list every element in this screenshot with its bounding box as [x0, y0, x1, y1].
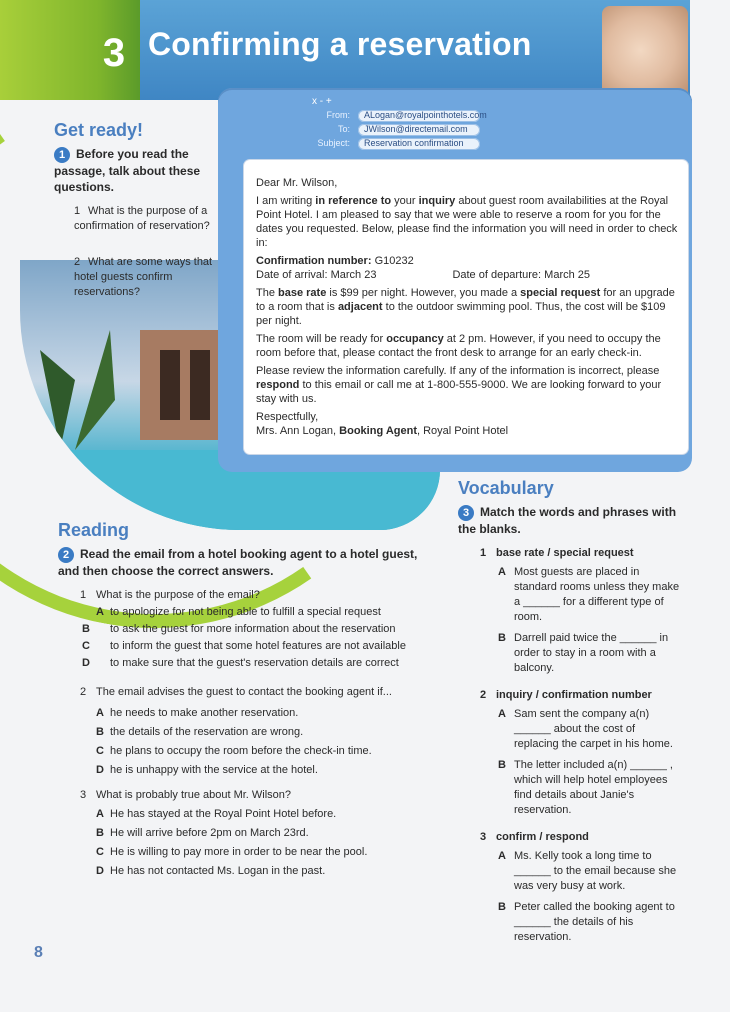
item-text: Darrell paid twice the ______ in order to stay in a room with a balcony.: [514, 632, 669, 674]
instruction-text: Before you read the passage, talk about these questions.: [54, 147, 201, 194]
option-letter: A: [96, 606, 104, 618]
to-field[interactable]: JWilson@directemail.com: [358, 124, 480, 136]
vocab-3a[interactable]: [496, 849, 680, 894]
option-text: he plans to occupy the room before the check-in time.: [110, 745, 372, 757]
option-letter: A: [96, 707, 104, 719]
question-1-options: [80, 605, 420, 671]
question-text: What are some ways that hotel guests confirm reservations?: [74, 256, 213, 298]
vocab-2a[interactable]: [496, 707, 680, 752]
option-1d[interactable]: [82, 656, 420, 671]
get-ready-instruction: [54, 146, 206, 195]
question-number: 2: [80, 686, 87, 698]
get-ready-question-2: [74, 255, 214, 300]
group-number: 1: [480, 547, 487, 559]
question-text: What is the purpose of the email?: [96, 589, 260, 601]
option-letter: C: [82, 640, 90, 652]
to-label: To:: [337, 124, 350, 134]
reading-questions: [80, 588, 420, 879]
option-letter: C: [96, 745, 104, 757]
unit-number: 3: [102, 31, 126, 75]
vocab-2b[interactable]: [496, 758, 680, 818]
option-text: he is unhappy with the service at the hotel.: [110, 764, 318, 776]
email-paragraph-1: I am writing in reference to your inquiry about guest room availabilities at the Royal Point Hotel. I am pleased to say that we were able to reserve a room for you for the dates you requested. Below, please find the information you will need in order to check in:: [256, 195, 678, 249]
email-header: [230, 96, 680, 154]
group-number: 2: [480, 689, 487, 701]
signature-name: Mrs. Ann Logan,: [256, 425, 340, 437]
item-text: Most guests are placed in standard rooms unless they make a ______ for a different type of room.: [514, 566, 680, 623]
question-number: 3: [80, 789, 87, 801]
option-letter: B: [96, 827, 104, 839]
item-letter: B: [498, 759, 506, 771]
vocab-1b[interactable]: [496, 631, 680, 676]
page-title: Confirming a reservation: [148, 26, 532, 62]
option-text: He has not contacted Ms. Logan in the past.: [110, 865, 326, 877]
question-2-options: [80, 706, 420, 778]
question-text: The email advises the guest to contact the booking agent if...: [96, 686, 392, 698]
group-title: confirm / respond: [496, 831, 589, 843]
get-ready-question-1: [74, 204, 214, 234]
item-letter: B: [498, 901, 506, 913]
step-badge: 2: [58, 547, 74, 563]
question-text: What is the purpose of a confirmation of reservation?: [74, 205, 210, 232]
subject-label: Subject:: [317, 138, 350, 148]
item-text: The letter included a(n) ______ , which will help hotel employees find details about Janie's reservation.: [514, 759, 673, 816]
item-text: Ms. Kelly took a long time to ______ to the email because she was very busy at work.: [514, 850, 677, 892]
from-label: From:: [326, 110, 350, 120]
instruction-text: Match the words and phrases with the blanks.: [458, 505, 677, 536]
from-row: [300, 110, 487, 122]
option-letter: D: [96, 764, 104, 776]
from-field[interactable]: ALogan@royalpointhotels.com: [358, 110, 480, 122]
email-paragraph-2: The base rate is $99 per night. However, you made a special request for an upgrade to a room that is adjacent to the outdoor swimming pool. Thus, the cost will be $109 per night.: [256, 287, 675, 327]
get-ready-heading: Get ready!: [54, 120, 144, 140]
step-badge: 1: [54, 147, 70, 163]
question-number: 1: [80, 589, 87, 601]
option-text: to apologize for not being able to fulfill a special request: [110, 606, 381, 618]
confirmation-line: [256, 254, 682, 282]
option-3d[interactable]: [96, 864, 420, 879]
question-number: 2: [74, 256, 81, 268]
option-text: He has stayed at the Royal Point Hotel before.: [110, 808, 337, 820]
item-text: Sam sent the company a(n) ______ about the cost of replacing the carpet in his home.: [514, 708, 673, 750]
option-letter: D: [96, 865, 104, 877]
vocab-group-3-title: [480, 830, 680, 845]
email-body: [244, 160, 688, 454]
email-signoff: Respectfully,: [256, 411, 319, 423]
subject-row: [300, 138, 480, 150]
vocab-1a[interactable]: [496, 565, 680, 625]
item-letter: A: [498, 708, 506, 720]
departure-date: Date of departure: March 25: [452, 269, 591, 281]
vocab-group-1-title: [480, 546, 680, 561]
signature-hotel: , Royal Point Hotel: [416, 425, 509, 437]
option-1a[interactable]: [96, 605, 420, 620]
email-paragraph-3: The room will be ready for occupancy at 2 pm. However, if you need to occupy the room before that, please contact the front desk to arrange for an early check-in.: [256, 333, 661, 359]
option-text: to make sure that the guest's reservation details are correct: [110, 657, 399, 669]
group-title: base rate / special request: [496, 547, 634, 559]
question-text: What is probably true about Mr. Wilson?: [96, 789, 292, 801]
option-text: He will arrive before 2pm on March 23rd.: [110, 827, 309, 839]
group-number: 3: [480, 831, 487, 843]
item-letter: A: [498, 850, 506, 862]
option-letter: D: [82, 657, 90, 669]
option-3a[interactable]: [96, 807, 420, 822]
vocabulary-heading: Vocabulary: [458, 478, 554, 498]
option-1c[interactable]: [82, 639, 420, 654]
option-2d[interactable]: [96, 763, 420, 778]
group-title: inquiry / confirmation number: [496, 689, 652, 701]
option-text: the details of the reservation are wrong.: [110, 726, 304, 738]
step-badge: 3: [458, 505, 474, 521]
option-text: to inform the guest that some hotel features are not available: [110, 640, 406, 652]
email-paragraph-4: Please review the information carefully. If any of the information is incorrect, please respond to this email or call me at 1-800-555-9000. We are looking forward to your stay with us.: [256, 365, 662, 405]
reading-question-3: [80, 788, 420, 803]
vocab-group-2-title: [480, 688, 680, 703]
option-text: He is willing to pay more in order to be near the pool.: [110, 846, 368, 858]
option-text: he needs to make another reservation.: [110, 707, 299, 719]
vocab-3b[interactable]: [496, 900, 680, 945]
option-2b[interactable]: [96, 725, 420, 740]
instruction-text: Read the email from a hotel booking agent to a hotel guest, and then choose the correct answers.: [58, 547, 418, 578]
email-signature: [256, 424, 682, 438]
signature-title: Booking Agent: [339, 425, 417, 437]
page-number: 8: [34, 944, 43, 961]
option-1b[interactable]: [82, 622, 420, 637]
option-2a[interactable]: [96, 706, 420, 721]
option-letter: B: [82, 623, 90, 635]
reading-question-1: [80, 588, 420, 603]
question-3-options: [80, 807, 420, 879]
reading-heading: Reading: [58, 520, 130, 540]
item-text: Peter called the booking agent to ______ the details of his reservation.: [514, 901, 675, 943]
option-letter: A: [96, 808, 104, 820]
item-letter: B: [498, 632, 506, 644]
reading-instruction: [58, 546, 418, 579]
email-greeting: Dear Mr. Wilson,: [256, 177, 338, 189]
confirmation-label: Confirmation number:: [256, 255, 372, 267]
option-3b[interactable]: [96, 826, 420, 841]
option-text: to ask the guest for more information about the reservation: [110, 623, 396, 635]
subject-field[interactable]: Reservation confirmation: [358, 138, 480, 150]
option-2c[interactable]: [96, 744, 420, 759]
option-letter: B: [96, 726, 104, 738]
get-ready-section: [54, 120, 143, 141]
vocabulary-groups: [480, 546, 680, 945]
confirmation-value: G10232: [374, 255, 414, 267]
to-row: [300, 124, 480, 136]
option-letter: C: [96, 846, 104, 858]
question-number: 1: [74, 205, 81, 217]
window-controls[interactable]: x - +: [312, 96, 332, 107]
email-text: [256, 176, 682, 442]
reading-question-2: [80, 685, 420, 700]
arrival-date: Date of arrival: March 23: [256, 269, 377, 281]
item-letter: A: [498, 566, 506, 578]
vocabulary-instruction: [458, 504, 678, 537]
option-3c[interactable]: [96, 845, 420, 860]
